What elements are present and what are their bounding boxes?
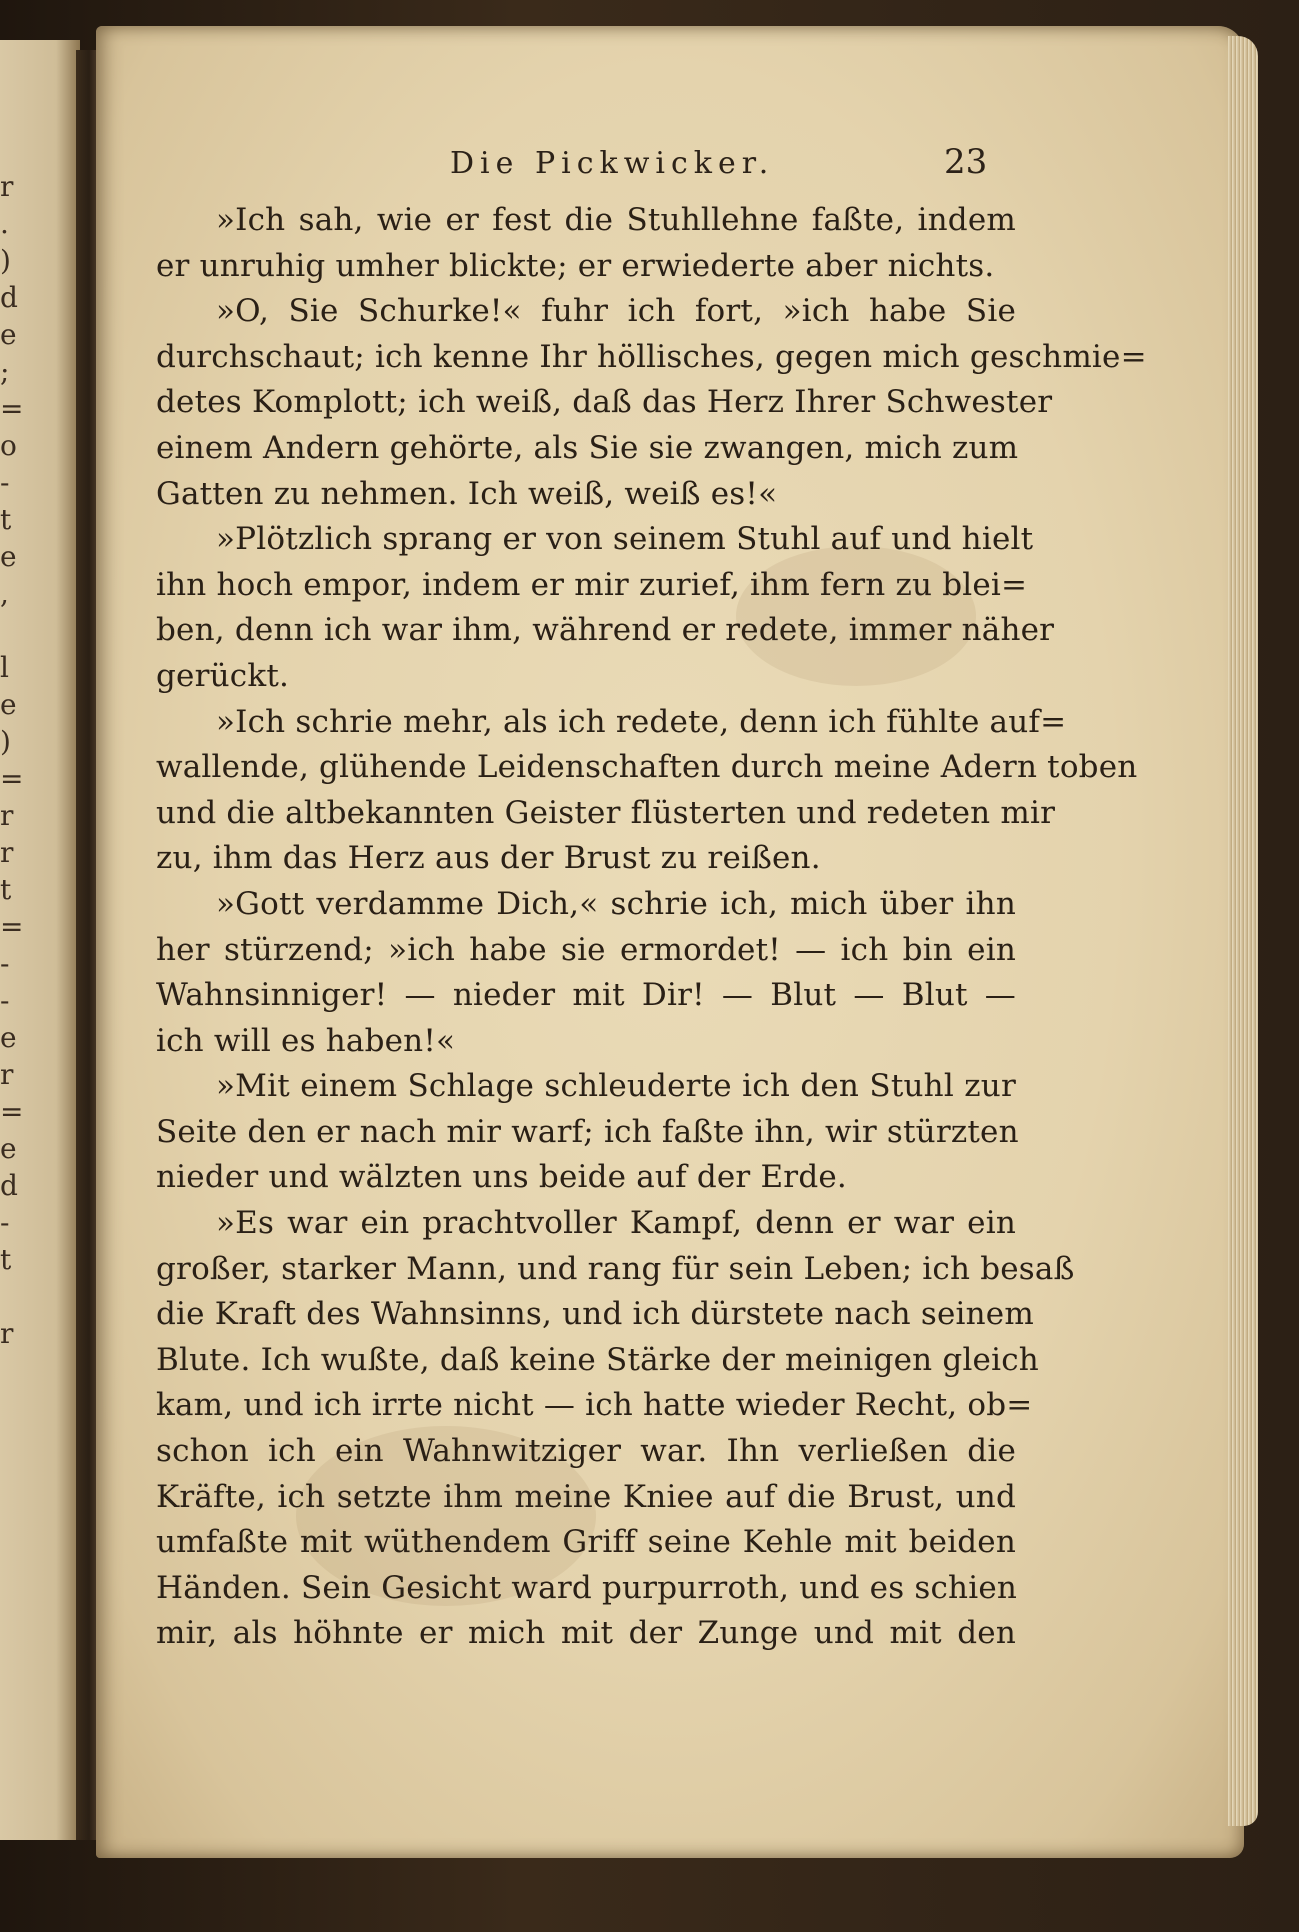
left-page-glyph: -: [0, 947, 10, 980]
left-page-glyph: =: [0, 762, 24, 795]
text-line: mir, als höhnte er mich mit der Zunge und mit den: [156, 1615, 1016, 1652]
text-line: umfaßte mit wüthendem Griff seine Kehle mit beiden: [156, 1524, 1016, 1561]
left-page-glyph: e: [0, 318, 17, 351]
text-line: einem Andern gehörte, als Sie sie zwangen, mich zum: [156, 429, 1019, 466]
page-number: 23: [944, 142, 988, 182]
left-page-glyph: ,: [0, 577, 9, 610]
left-page-glyph: o: [0, 429, 17, 462]
text-line: nieder und wälzten uns beide auf der Erde.: [156, 1159, 847, 1196]
text-line: Kräfte, ich setzte ihm meine Kniee auf die Brust, und: [156, 1478, 1016, 1515]
left-page-glyph: r: [0, 170, 14, 203]
left-page-glyph: e: [0, 1021, 17, 1054]
text-line: er unruhig umher blickte; er erwiederte aber nichts.: [156, 247, 995, 284]
text-line: ben, denn ich war ihm, während er redete, immer näher: [156, 612, 1055, 649]
left-page-glyph: =: [0, 392, 24, 425]
text-line: Wahnsinniger! — nieder mit Dir! — Blut — Blut —: [156, 977, 1016, 1014]
left-page-glyph: -: [0, 984, 10, 1017]
text-line: her stürzend; »ich habe sie ermordet! — ich bin ein: [156, 931, 1016, 968]
left-page-glyph: r: [0, 799, 14, 832]
left-page-glyph: t: [0, 503, 12, 536]
text-line: wallende, glühende Leidenschaften durch meine Adern toben: [156, 749, 1138, 786]
left-page-glyph: =: [0, 1095, 24, 1128]
left-page-glyph: =: [0, 910, 24, 943]
text-line: schon ich ein Wahnwitziger war. Ihn verließen die: [156, 1433, 1016, 1470]
left-page-glyph: ): [0, 244, 11, 277]
left-page-glyph: t: [0, 1243, 12, 1276]
text-line: großer, starker Mann, und rang für sein Leben; ich besaß: [156, 1250, 1075, 1287]
text-line: »Es war ein prachtvoller Kampf, denn er war ein: [216, 1205, 1016, 1242]
left-page-glyph: l: [0, 651, 9, 684]
text-line: und die altbekannten Geister flüsterten und redeten mir: [156, 794, 1056, 831]
left-page-glyph: d: [0, 281, 18, 314]
left-page-glyph: e: [0, 540, 17, 573]
left-page-glyph: r: [0, 836, 14, 869]
text-line: »Gott verdamme Dich,« schrie ich, mich über ihn: [216, 885, 1016, 922]
text-line: »Ich sah, wie er fest die Stuhllehne faßte, indem: [216, 202, 1016, 238]
text-line: »O, Sie Schurke!« fuhr ich fort, »ich habe Sie: [216, 293, 1016, 330]
text-line: kam, und ich irrte nicht — ich hatte wieder Recht, ob=: [156, 1387, 1033, 1424]
left-page-glyph: r: [0, 1058, 14, 1091]
text-line: gerückt.: [156, 657, 290, 694]
text-line: Händen. Sein Gesicht ward purpurroth, und es schien: [156, 1569, 1018, 1606]
left-page-glyph: ;: [0, 355, 10, 388]
text-line: die Kraft des Wahnsinns, und ich dürstete nach seinem: [156, 1296, 1034, 1333]
text-line: »Mit einem Schlage schleuderte ich den Stuhl zur: [216, 1068, 1016, 1105]
text-line: »Plötzlich sprang er von seinem Stuhl auf und hielt: [216, 521, 1034, 558]
left-page-glyph: e: [0, 1132, 17, 1165]
text-line: Blute. Ich wußte, daß keine Stärke der meinigen gleich: [156, 1341, 1039, 1378]
text-line: zu, ihm das Herz aus der Brust zu reißen.: [156, 840, 821, 877]
left-page-fragment: [0, 40, 80, 1840]
left-page-glyph: ): [0, 725, 11, 758]
text-line: detes Komplott; ich weiß, daß das Herz Ihrer Schwester: [156, 384, 1053, 421]
running-title: Die Pickwicker.: [450, 146, 775, 181]
left-page-glyph: -: [0, 1206, 10, 1239]
text-line: Gatten zu nehmen. Ich weiß, weiß es!«: [156, 475, 778, 512]
text-line: ihn hoch empor, indem er mir zurief, ihm fern zu blei=: [156, 566, 1028, 603]
left-page-glyph: d: [0, 1169, 18, 1202]
text-line: ich will es haben!«: [156, 1022, 456, 1059]
page-edge: [1228, 36, 1258, 1826]
text-line: Seite den er nach mir warf; ich faßte ihn, wir stürzten: [156, 1113, 1019, 1150]
body-text: [156, 198, 1147, 1657]
left-page-glyph: e: [0, 688, 17, 721]
text-line: durchschaut; ich kenne Ihr höllisches, gegen mich geschmie=: [156, 338, 1147, 375]
left-page-glyph: .: [0, 207, 9, 240]
text-line: »Ich schrie mehr, als ich redete, denn ich fühlte auf=: [216, 703, 1067, 740]
left-page-glyph: r: [0, 1317, 14, 1350]
left-page-glyph: t: [0, 873, 12, 906]
left-page-glyph: -: [0, 466, 10, 499]
